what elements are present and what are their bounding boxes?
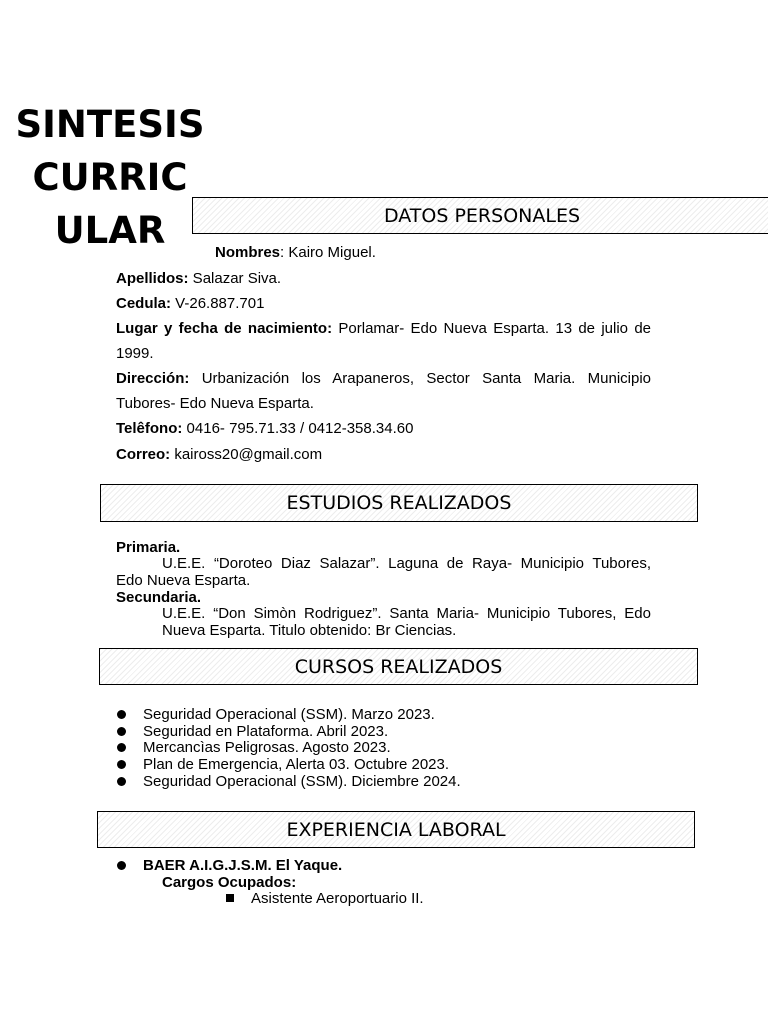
nacimiento-label: Lugar y fecha de nacimiento: — [116, 320, 333, 337]
section-heading-cursos — [99, 648, 698, 685]
course-item: Seguridad Operacional (SSM). Diciembre 2024. — [143, 773, 461, 790]
telefono-label: Telêfono: — [116, 420, 183, 437]
apellidos-field — [116, 270, 281, 287]
section-heading-label: DATOS PERSONALES — [383, 204, 581, 227]
bullet-icon — [117, 760, 126, 769]
section-heading-label: ESTUDIOS REALIZADOS — [286, 492, 512, 514]
cargos-label — [162, 874, 296, 891]
primaria-line-2: Edo Nueva Esparta. — [116, 572, 251, 589]
apellidos-label: Apellidos: — [116, 270, 189, 287]
nombres-value: : Kairo Miguel. — [280, 244, 376, 261]
employer-name — [143, 857, 342, 874]
course-item: Plan de Emergencia, Alerta 03. Octubre 2023. — [143, 756, 450, 773]
correo-field — [116, 446, 322, 463]
section-heading-estudios — [100, 484, 698, 522]
direccion-value: Urbanización los Arapaneros, Sector Santa Maria. Municipio — [189, 370, 651, 387]
cargo-item: Asistente Aeroportuario II. — [251, 890, 424, 907]
bullet-icon — [117, 861, 126, 870]
cedula-value: V-26.887.701 — [171, 295, 265, 312]
direccion-field — [116, 370, 651, 387]
nacimiento-value-line-2: 1999. — [116, 345, 154, 362]
primaria-label — [116, 539, 180, 556]
page-title-line-3: ULAR — [54, 209, 166, 252]
secundaria-label-text: Secundaria. — [116, 589, 202, 606]
section-heading-label: EXPERIENCIA LABORAL — [286, 818, 506, 841]
direccion-label: Dirección: — [116, 370, 190, 387]
direccion-value-line-2: Tubores- Edo Nueva Esparta. — [116, 395, 314, 412]
course-item: Seguridad Operacional (SSM). Marzo 2023. — [143, 706, 435, 723]
bullet-icon — [117, 727, 126, 736]
employer-name-text: BAER A.I.G.J.S.M. El Yaque. — [143, 857, 343, 874]
cedula-field — [116, 295, 264, 312]
section-heading-experiencia — [97, 811, 695, 848]
nacimiento-field — [116, 320, 651, 337]
secundaria-line-2: Nueva Esparta. Titulo obtenido: Br Ciencias. — [162, 622, 457, 639]
bullet-icon — [117, 710, 126, 719]
nacimiento-value: Porlamar- Edo Nueva Esparta. 13 de julio de — [332, 320, 651, 337]
correo-label: Correo: — [116, 446, 171, 463]
bullet-icon — [117, 743, 126, 752]
secundaria-line-1: U.E.E. “Don Simòn Rodriguez”. Santa Maria- Municipio Tubores, Edo — [162, 605, 651, 622]
page-title-line-2: CURRIC — [32, 156, 188, 199]
page-title-line-1: SINTESIS — [15, 103, 205, 146]
correo-value: kaiross20@gmail.com — [170, 446, 323, 463]
nombres-label: Nombres — [215, 244, 281, 261]
section-heading-datos-personales — [192, 197, 768, 234]
bullet-icon — [117, 777, 126, 786]
square-bullet-icon — [226, 894, 234, 902]
cargos-label-text: Cargos Ocupados: — [162, 874, 297, 891]
secundaria-label — [116, 589, 201, 606]
apellidos-value: Salazar Siva. — [188, 270, 282, 287]
course-item: Mercancìas Peligrosas. Agosto 2023. — [143, 739, 391, 756]
nombres-field — [215, 244, 376, 261]
telefono-value: 0416- 795.71.33 / 0412-358.34.60 — [182, 420, 414, 437]
primaria-line-1: U.E.E. “Doroteo Diaz Salazar”. Laguna de Raya- Municipio Tubores, — [162, 555, 651, 572]
course-item: Seguridad en Plataforma. Abril 2023. — [143, 723, 389, 740]
section-heading-label: CURSOS REALIZADOS — [294, 655, 503, 678]
primaria-label-text: Primaria. — [116, 539, 181, 556]
telefono-field — [116, 420, 413, 437]
cedula-label: Cedula: — [116, 295, 172, 312]
